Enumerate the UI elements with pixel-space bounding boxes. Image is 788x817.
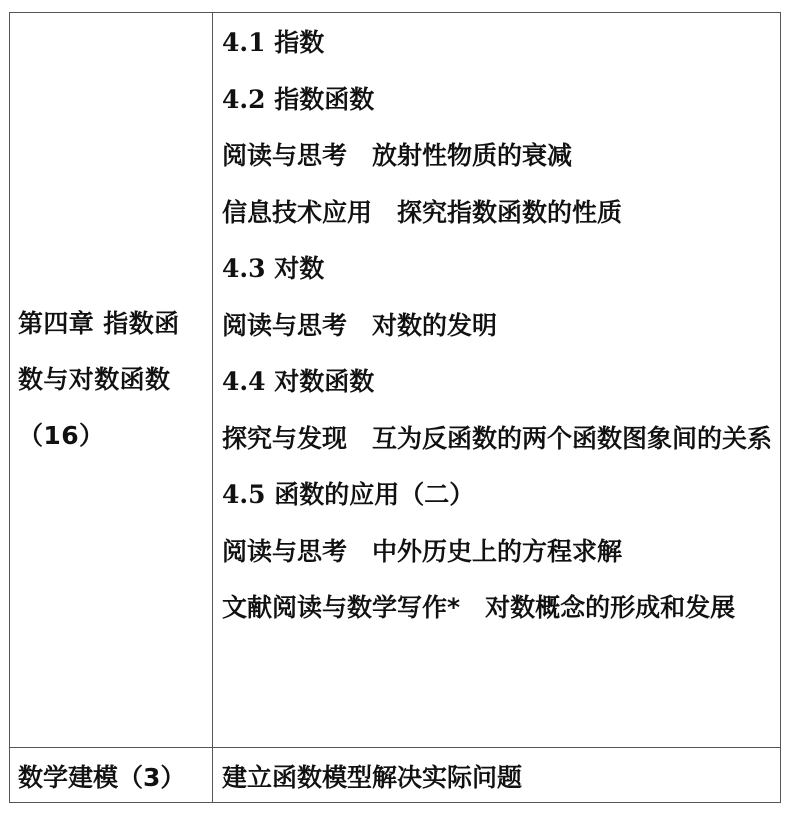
column-divider [212,13,213,802]
curriculum-table [9,12,781,803]
content-line-it-application: 信息技术应用 探究指数函数的性质 [222,197,623,227]
content-line-reading-logarithm: 阅读与思考 对数的发明 [222,310,498,340]
content-line-4-3: 4.3 对数 [222,254,325,283]
content-line-4-4: 4.4 对数函数 [222,367,375,396]
content-line-4-1: 4.1 指数 [222,28,325,57]
content-line-4-2: 4.2 指数函数 [222,84,375,114]
content-line-reading-decay: 阅读与思考 放射性物质的衰减 [222,141,573,170]
content-line-inverse-functions: 探究与发现 互为反函数的两个函数图象间的关系 [222,423,773,453]
modeling-label: 数学建模（3） [18,762,186,792]
contents-cell [222,15,774,637]
content-line-4-5: 4.5 函数的应用（二） [222,480,475,509]
modeling-content: 建立函数模型解决实际问题 [222,762,523,792]
content-line-literature-writing: 文献阅读与数学写作* 对数概念的形成和发展 [222,593,736,622]
chapter-title: 第四章 指数函数与对数函数（16） [18,309,180,450]
chapter-cell [18,13,208,747]
row-divider [10,747,780,748]
content-line-reading-equations: 阅读与思考 中外历史上的方程求解 [222,536,623,566]
